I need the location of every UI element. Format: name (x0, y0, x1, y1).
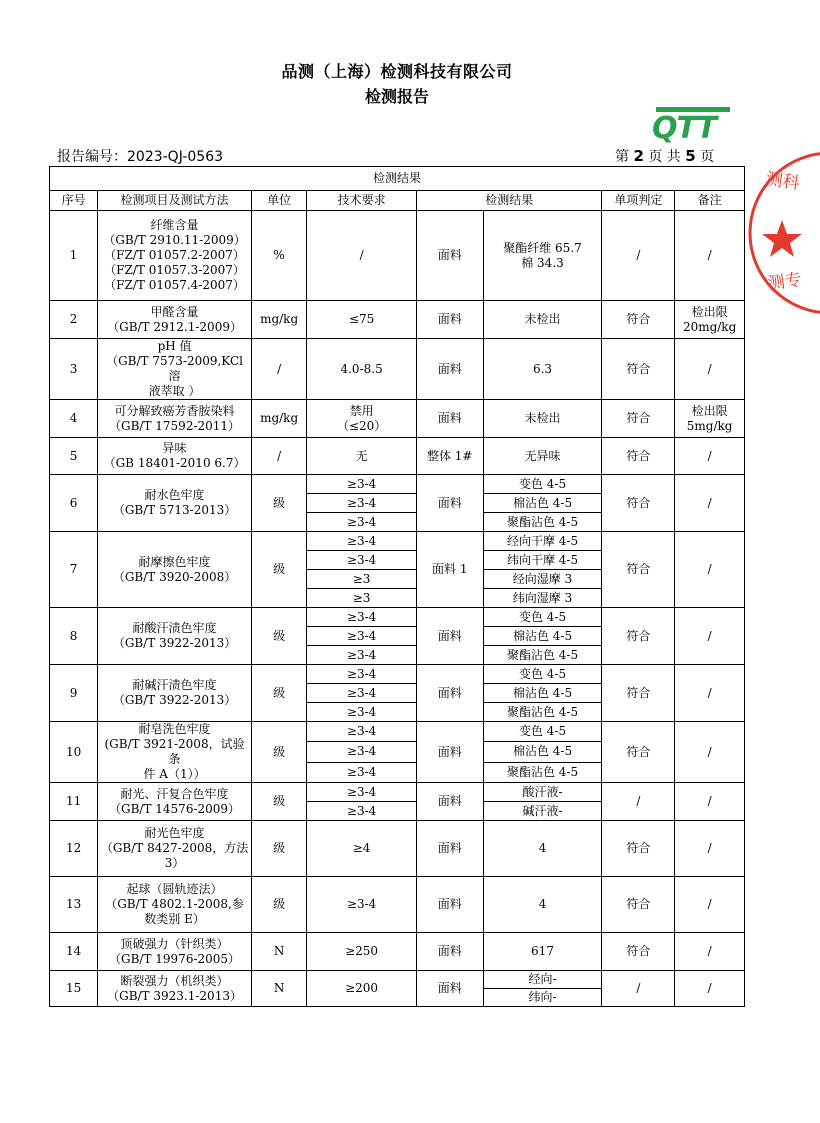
test-item-line: （GB/T 14576-2009） (109, 801, 241, 816)
requirement: ≥3-4 (307, 665, 417, 684)
sample: 面料 (416, 877, 483, 933)
sample: 面料 (416, 933, 483, 971)
result: 纬向湿摩 3 (483, 589, 602, 608)
result: 617 (483, 933, 602, 971)
table-row (50, 933, 745, 971)
sample: 面料 (416, 783, 483, 821)
test-item (98, 665, 252, 722)
test-item-line: 3） (164, 856, 185, 870)
test-item-line: 耐酸汗渍色牢度 (132, 621, 217, 635)
test-item-line: （FZ/T 01057.3-2007） (104, 263, 245, 277)
test-item-line: （FZ/T 01057.2-2007） (104, 248, 245, 262)
requirement: / (307, 211, 417, 301)
remark: / (675, 665, 745, 722)
requirement: ≥4 (307, 821, 417, 877)
verdict: 符合 (602, 438, 675, 475)
remark: / (675, 211, 745, 301)
verdict: 符合 (602, 475, 675, 532)
qtt-logo (650, 107, 732, 146)
verdict: 符合 (602, 532, 675, 608)
test-item-line: （GB/T 17592-2011） (109, 418, 241, 433)
test-item-line: （GB/T 5713-2013） (112, 503, 237, 517)
requirement: ≥3-4 (307, 802, 417, 821)
unit: N (251, 971, 306, 1007)
test-item (98, 475, 252, 532)
requirement: ≥3-4 (307, 684, 417, 703)
unit: 级 (251, 783, 306, 821)
table-row (50, 400, 745, 438)
test-item (98, 971, 252, 1007)
requirement: ≤75 (307, 301, 417, 339)
unit: 级 (251, 608, 306, 665)
row-number: 5 (50, 438, 98, 475)
result: 酸汗液- (483, 783, 602, 802)
test-item-line: 纤维含量 (150, 218, 199, 232)
report-number-label: 报告编号： (57, 149, 127, 165)
company-name: 品测（上海）检测科技有限公司 (281, 62, 513, 81)
result: 棉沾色 4-5 (483, 742, 602, 762)
test-item-line: 耐皂洗色牢度 (138, 722, 211, 736)
page-info (615, 146, 714, 166)
row-number: 10 (50, 722, 98, 783)
test-item-line: （GB/T 4802.1-2008,参 (105, 897, 244, 911)
page-prefix: 第 (615, 149, 629, 165)
table-row (50, 475, 745, 494)
table-row (50, 877, 745, 933)
row-number: 7 (50, 532, 98, 608)
test-item-line: 件 A（1）） (143, 767, 206, 781)
test-item (98, 532, 252, 608)
test-item-line: （GB/T 2910.11-2009） (103, 233, 246, 247)
result: 经向湿摩 3 (483, 570, 602, 589)
result: 经向干摩 4-5 (483, 532, 602, 551)
test-item (98, 722, 252, 783)
verdict: 符合 (602, 301, 675, 339)
remark: / (675, 933, 745, 971)
result: 聚酯沾色 4-5 (483, 762, 602, 782)
sample: 整体 1# (416, 438, 483, 475)
unit: N (251, 933, 306, 971)
sample: 面料 (416, 301, 483, 339)
test-item-line: （GB/T 19976-2005） (109, 951, 241, 966)
test-item-line: (GB/T 3921-2008，试验条 (104, 737, 245, 766)
remark: / (675, 438, 745, 475)
result: 未检出 (483, 301, 602, 339)
row-number: 8 (50, 608, 98, 665)
row-number: 1 (50, 211, 98, 301)
test-item-line: 数类别 E） (144, 912, 205, 926)
result: 碱汗液- (483, 802, 602, 821)
test-item-line: 耐光、汗复合色牢度 (120, 786, 229, 801)
unit: 级 (251, 821, 306, 877)
stamp-text-top: 测科 (764, 169, 801, 194)
sample: 面料 (416, 211, 483, 301)
requirement: ≥3-4 (307, 783, 417, 802)
result: 变色 4-5 (483, 475, 602, 494)
remark: 检出限 20mg/kg (675, 301, 745, 339)
report-title: 检测报告 (364, 87, 429, 106)
result: 聚酯沾色 4-5 (483, 513, 602, 532)
test-item-line: 可分解致癌芳香胺染料 (114, 403, 235, 418)
test-item-line: 耐水色牢度 (144, 488, 205, 502)
row-number: 4 (50, 400, 98, 438)
result: 纬向- (483, 989, 602, 1007)
header-result: 检测结果 (416, 191, 602, 211)
table-caption: 检测结果 (50, 167, 745, 191)
unit: / (251, 339, 306, 400)
result: 4 (483, 877, 602, 933)
row-number: 3 (50, 339, 98, 400)
requirement: ≥3-4 (307, 703, 417, 722)
remark: / (675, 339, 745, 400)
test-item-line: （GB/T 8427-2008，方法 (100, 841, 249, 855)
requirement: ≥3 (307, 570, 417, 589)
table-row (50, 665, 745, 684)
result: 经向- (483, 971, 602, 989)
row-number: 12 (50, 821, 98, 877)
remark: / (675, 722, 745, 783)
table-row (50, 301, 745, 339)
page-mid: 页 共 (648, 149, 681, 165)
test-item (98, 877, 252, 933)
requirement: ≥3-4 (307, 551, 417, 570)
requirement: ≥3-4 (307, 646, 417, 665)
table-row (50, 438, 745, 475)
sample: 面料 1 (416, 532, 483, 608)
test-item (98, 438, 252, 475)
table-row (50, 783, 745, 802)
test-item-line: 顶破强力（针织类） (120, 936, 229, 951)
unit: 级 (251, 877, 306, 933)
test-item-line: （FZ/T 01057.4-2007） (104, 278, 245, 292)
unit: 级 (251, 532, 306, 608)
verdict: 符合 (602, 877, 675, 933)
remark: / (675, 971, 745, 1007)
requirement: ≥250 (307, 933, 417, 971)
sample: 面料 (416, 475, 483, 532)
test-item (98, 933, 252, 971)
requirement: ≥3-4 (307, 494, 417, 513)
requirement: 无 (307, 438, 417, 475)
table-row (50, 971, 745, 989)
requirement: ≥3-4 (307, 532, 417, 551)
remark: / (675, 532, 745, 608)
row-number: 11 (50, 783, 98, 821)
result: 棉沾色 4-5 (483, 684, 602, 703)
row-number: 2 (50, 301, 98, 339)
requirement: ≥3 (307, 589, 417, 608)
header-verdict: 单项判定 (602, 191, 675, 211)
unit: mg/kg (251, 301, 306, 339)
test-item (98, 211, 252, 301)
table-row (50, 211, 745, 301)
table-row (50, 821, 745, 877)
sample: 面料 (416, 665, 483, 722)
page-current: 2 (633, 147, 644, 165)
requirement: 禁用 （≤20） (307, 400, 417, 438)
test-item (98, 608, 252, 665)
unit: 级 (251, 722, 306, 783)
remark: / (675, 821, 745, 877)
remark: / (675, 475, 745, 532)
test-item-line: （GB/T 3923.1-2013） (107, 988, 242, 1003)
test-item-line: pH 值 (157, 339, 192, 353)
sample: 面料 (416, 821, 483, 877)
result: 4 (483, 821, 602, 877)
result: 纬向干摩 4-5 (483, 551, 602, 570)
result: 棉沾色 4-5 (483, 494, 602, 513)
verdict: 符合 (602, 933, 675, 971)
sample: 面料 (416, 971, 483, 1007)
result: 棉沾色 4-5 (483, 627, 602, 646)
table-row (50, 608, 745, 627)
verdict: / (602, 971, 675, 1007)
header-item: 检测项目及测试方法 (98, 191, 252, 211)
requirement: ≥3-4 (307, 742, 417, 762)
header-no: 序号 (50, 191, 98, 211)
row-number: 14 (50, 933, 98, 971)
row-number: 6 (50, 475, 98, 532)
test-item-line: 耐碱汗渍色牢度 (132, 678, 217, 692)
test-item (98, 301, 252, 339)
requirement: ≥200 (307, 971, 417, 1007)
remark: 检出限 5mg/kg (675, 400, 745, 438)
page-total: 5 (685, 147, 696, 165)
test-item (98, 821, 252, 877)
unit: 级 (251, 665, 306, 722)
row-number: 9 (50, 665, 98, 722)
sample: 面料 (416, 608, 483, 665)
unit: mg/kg (251, 400, 306, 438)
result: 聚酯沾色 4-5 (483, 703, 602, 722)
page-suffix: 页 (700, 149, 715, 165)
remark: / (675, 783, 745, 821)
remark: / (675, 877, 745, 933)
requirement: ≥3-4 (307, 722, 417, 742)
test-item-line: 异味 (162, 441, 187, 455)
result: 6.3 (483, 339, 602, 400)
requirement: ≥3-4 (307, 762, 417, 782)
stamp-text-bottom: 测专 (766, 269, 804, 295)
test-item-line: 耐摩擦色牢度 (138, 554, 211, 569)
unit: / (251, 438, 306, 475)
test-item-line: 液萃取 ） (148, 384, 201, 398)
results-table (49, 166, 745, 1007)
verdict: 符合 (602, 400, 675, 438)
requirement: ≥3-4 (307, 877, 417, 933)
test-item-line: （GB/T 2912.1-2009） (107, 319, 242, 334)
test-item-line: （GB/T 3920-2008） (112, 569, 237, 584)
row-number: 15 (50, 971, 98, 1007)
result: 未检出 (483, 400, 602, 438)
test-item-line: 断裂强力（机织类） (120, 973, 229, 988)
test-item-line: （GB/T 3922-2013） (112, 693, 237, 707)
table-row (50, 722, 745, 742)
report-number (57, 146, 223, 166)
test-item (98, 339, 252, 400)
requirement: ≥3-4 (307, 608, 417, 627)
header-remark: 备注 (675, 191, 745, 211)
test-item (98, 783, 252, 821)
remark: / (675, 608, 745, 665)
result: 聚酯沾色 4-5 (483, 646, 602, 665)
verdict: 符合 (602, 608, 675, 665)
requirement: ≥3-4 (307, 475, 417, 494)
header-unit: 单位 (251, 191, 306, 211)
row-number: 13 (50, 877, 98, 933)
result: 聚酯纤维 65.7 棉 34.3 (483, 211, 602, 301)
test-item-line: （GB 18401-2010 6.7） (103, 456, 246, 470)
verdict: / (602, 211, 675, 301)
unit: 级 (251, 475, 306, 532)
sample: 面料 (416, 400, 483, 438)
verdict: 符合 (602, 821, 675, 877)
test-item-line: （GB/T 3922-2013） (112, 636, 237, 650)
verdict: / (602, 783, 675, 821)
result: 变色 4-5 (483, 608, 602, 627)
result: 变色 4-5 (483, 722, 602, 742)
report-number-value: 2023-QJ-0563 (127, 149, 224, 165)
result: 无异味 (483, 438, 602, 475)
requirement: ≥3-4 (307, 513, 417, 532)
verdict: 符合 (602, 722, 675, 783)
unit: % (251, 211, 306, 301)
requirement: 4.0-8.5 (307, 339, 417, 400)
table-row (50, 339, 745, 400)
test-item-line: （GB/T 7573-2009,KCl 溶 (106, 354, 243, 383)
test-item (98, 400, 252, 438)
result: 变色 4-5 (483, 665, 602, 684)
verdict: 符合 (602, 665, 675, 722)
test-item-line: 起球（圆轨迹法） (126, 882, 223, 896)
requirement: ≥3-4 (307, 627, 417, 646)
test-item-line: 甲醛含量 (150, 304, 199, 319)
test-item-line: 耐光色牢度 (144, 826, 205, 840)
table-row (50, 532, 745, 551)
header-requirement: 技术要求 (307, 191, 417, 211)
sample: 面料 (416, 722, 483, 783)
sample: 面料 (416, 339, 483, 400)
verdict: 符合 (602, 339, 675, 400)
logo-text: QTT (652, 111, 717, 146)
company-seal-stamp (760, 148, 820, 318)
